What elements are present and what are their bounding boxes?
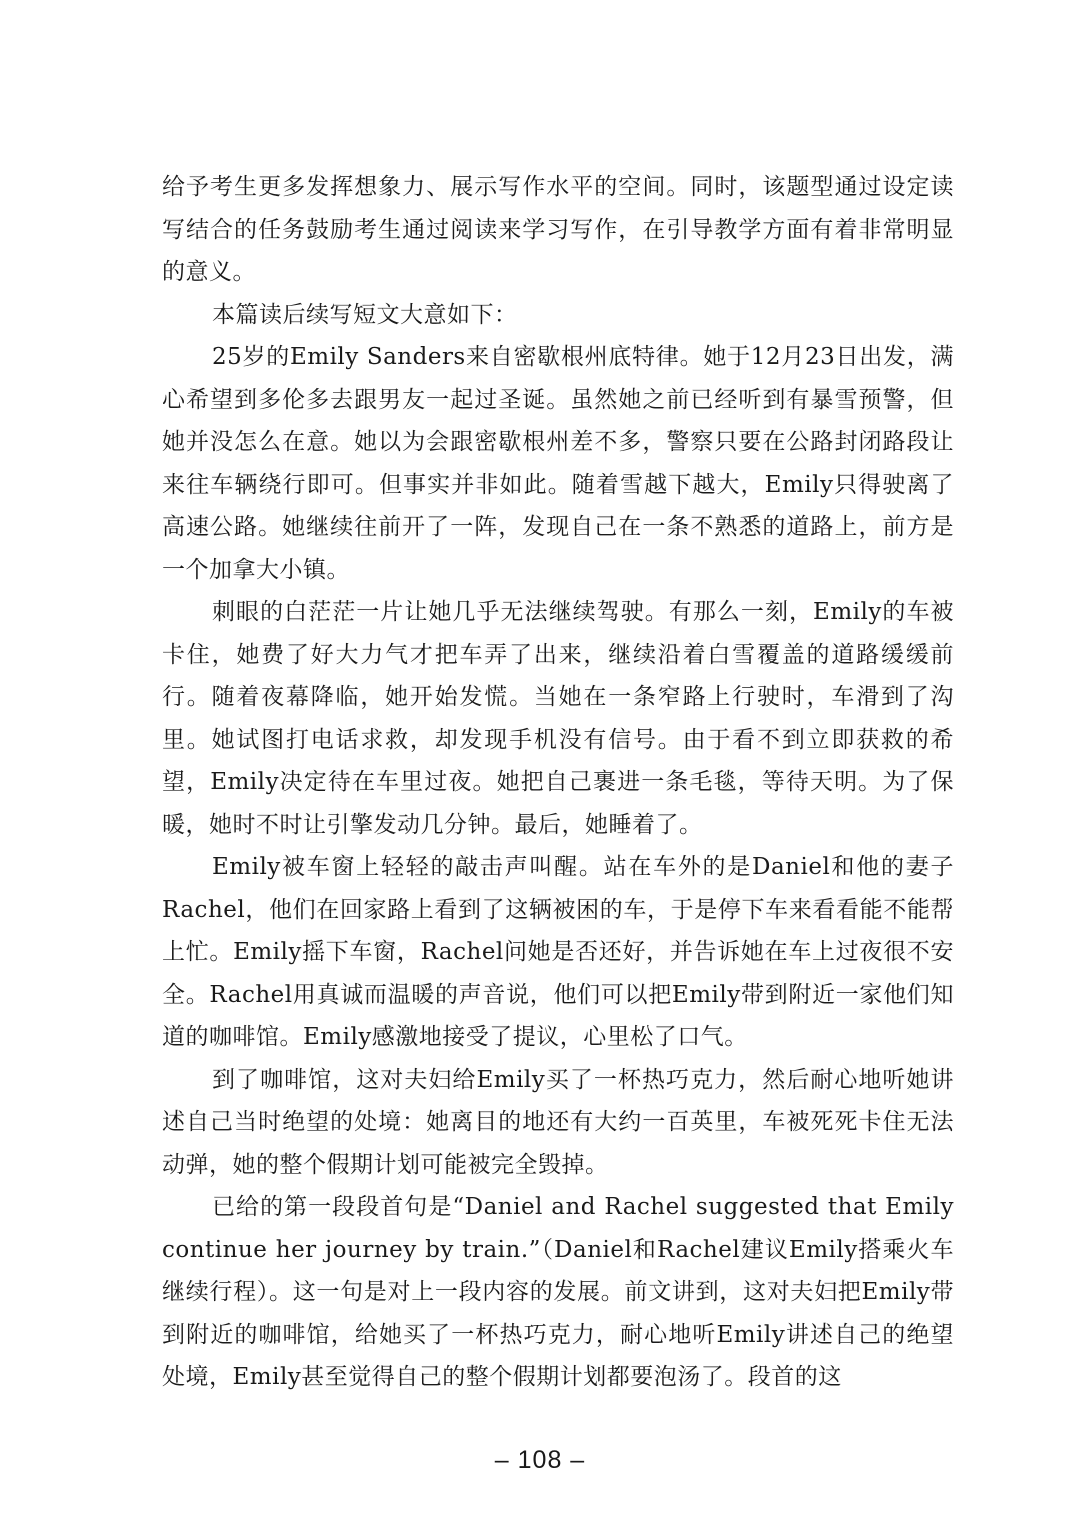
paragraph-analysis: 已给的第一段段首句是“Daniel and Rachel suggested that Emily continue her journey by train.”（Daniel和Rachel建议Emily搭乘火车继续行程）。这一句是对上一段内容的发展。前文讲到，这对夫妇把Emily带到附近的咖啡馆，给她买了一杯热巧克力，耐心地听Emily讲述自己的绝望处境，Emily甚至觉得自己的整个假期计划都要泡汤了。段首的这 bbox=[162, 1194, 954, 1390]
paragraph-story-4: 到了咖啡馆，这对夫妇给Emily买了一杯热巧克力，然后耐心地听她讲述自己当时绝望的处境：她离目的地还有大约一百英里，车被死死卡住无法动弹，她的整个假期计划可能被完全毁掉。 bbox=[162, 1066, 954, 1178]
paragraph-story-2: 刺眼的白茫茫一片让她几乎无法继续驾驶。有那么一刻，Emily的车被卡住，她费了好大力气才把车弄了出来，继续沿着白雪覆盖的道路缓缓前行。随着夜幕降临，她开始发慌。当她在一条窄路上行驶时，车滑到了沟里。她试图打电话求救，却发现手机没有信号。由于看不到立即获救的希望，Emily决定待在车里过夜。她把自己裹进一条毛毯，等待天明。为了保暖，她时不时让引擎发动几分钟。最后，她睡着了。 bbox=[162, 599, 954, 838]
paragraph-summary-intro: 本篇读后续写短文大意如下： bbox=[212, 301, 518, 328]
document-body bbox=[162, 166, 954, 1399]
paragraph-continued: 给予考生更多发挥想象力、展示写作水平的空间。同时，该题型通过设定读写结合的任务鼓励考生通过阅读来学习写作，在引导教学方面有着非常明显的意义。 bbox=[162, 174, 954, 285]
page-number: – 108 – bbox=[494, 1446, 586, 1474]
paragraph-story-1: 25岁的Emily Sanders来自密歇根州底特律。她于12月23日出发，满心希望到多伦多去跟男友一起过圣诞。虽然她之前已经听到有暴雪预警，但她并没怎么在意。她以为会跟密歇根州差不多，警察只要在公路封闭路段让来往车辆绕行即可。但事实并非如此。随着雪越下越大，Emily只得驶离了高速公路。她继续往前开了一阵，发现自己在一条不熟悉的道路上，前方是一个加拿大小镇。 bbox=[162, 344, 954, 583]
paragraph-story-3: Emily被车窗上轻轻的敲击声叫醒。站在车外的是Daniel和他的妻子Rachel，他们在回家路上看到了这辆被困的车，于是停下车来看看能不能帮上忙。Emily摇下车窗，Rachel问她是否还好，并告诉她在车上过夜很不安全。Rachel用真诚而温暖的声音说，他们可以把Emily带到附近一家他们知道的咖啡馆。Emily感激地接受了提议，心里松了口气。 bbox=[162, 854, 954, 1050]
